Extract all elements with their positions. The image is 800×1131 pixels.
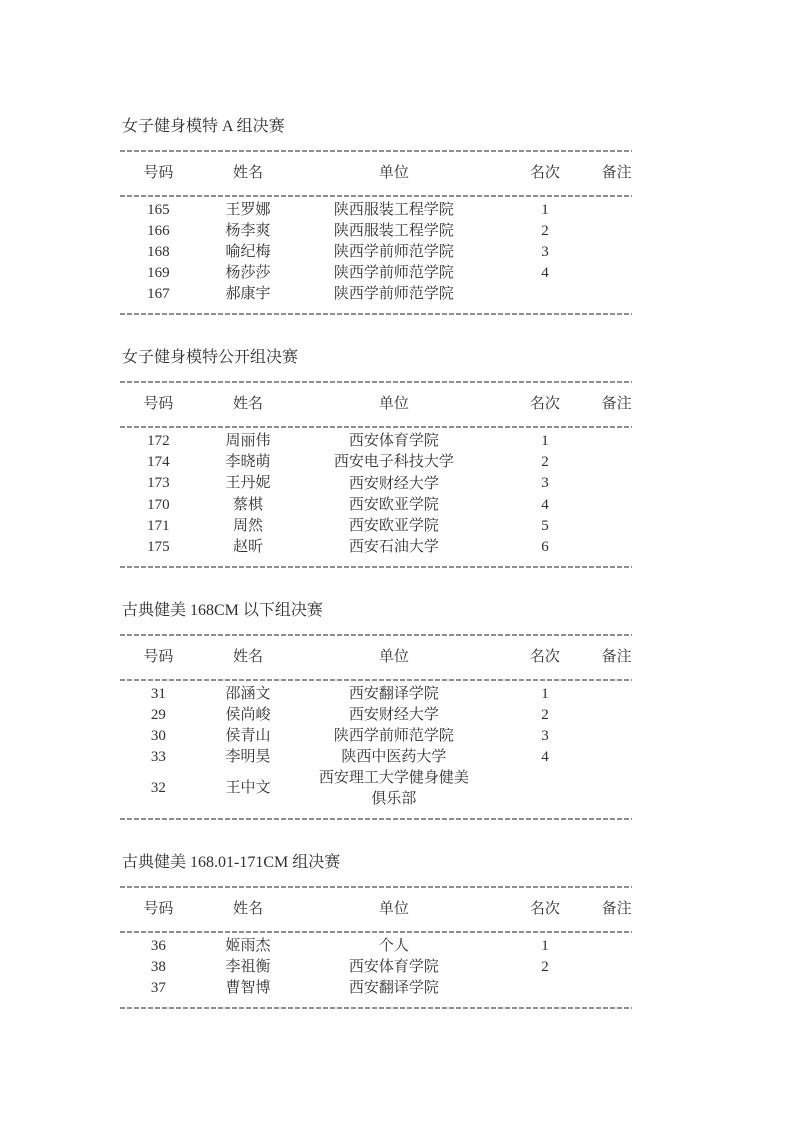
cell-text-no: 165 [147,202,170,219]
cell-no [120,452,197,473]
cell-unit [299,705,488,726]
cell-name [197,242,299,263]
cell-name [197,684,299,705]
cell-text-rank: 5 [541,517,549,534]
table-row [120,473,632,494]
cell-text-unit: 西安石油大学 [348,538,439,555]
cell-rank [489,684,602,705]
cell-text-no: 166 [147,223,170,240]
cell-rank [489,495,602,516]
section-title: 女子健身模特 A 组决赛 [122,118,285,135]
cell-text-unit: 西安体育学院 [348,959,439,976]
cell-text-name: 赵昕 [232,538,263,555]
cell-text-unit: 西安欧亚学院 [348,496,439,513]
cell-text-no: 33 [150,748,166,765]
cell-text-unit: 陕西学前师范学院 [333,265,454,282]
cell-text-unit: 西安翻译学院 [348,980,439,997]
cell-unit [299,263,488,284]
result-section [120,349,632,567]
cell-unit [299,495,488,516]
cell-name [197,747,299,768]
cell-no [120,705,197,726]
result-section [120,854,632,1009]
table-header-row [120,888,632,931]
cell-no [120,957,197,978]
column-header-note: 备注 [601,900,632,917]
table-row [120,221,632,242]
cell-unit [299,200,488,221]
cell-text-name: 李晓萌 [225,454,271,471]
cell-no [120,221,197,242]
cell-text-rank: 3 [541,244,549,261]
cell-name [197,495,299,516]
cell-no [120,495,197,516]
cell-text-name: 姬雨杰 [225,937,271,954]
cell-text-name: 郝康宇 [225,286,271,303]
cell-rank [489,473,602,494]
column-header-unit: 单位 [378,648,409,665]
column-header-rank: 名次 [529,396,560,413]
cell-text-unit: 西安财经大学 [348,706,439,723]
cell-no [120,200,197,221]
cell-text-name: 周然 [232,517,263,534]
cell-text-unit: 西安理工大学健身健美俱乐部 [318,769,469,807]
cell-text-no: 29 [150,706,166,723]
column-header-no: 号码 [143,900,174,917]
cell-text-unit: 陕西中医药大学 [341,748,447,765]
cell-unit [299,473,488,494]
cell-text-rank: 1 [541,202,549,219]
cell-no [120,778,197,799]
column-header-name: 姓名 [232,900,263,917]
column-header-name: 姓名 [232,165,263,181]
cell-unit [299,431,488,452]
cell-name [197,431,299,452]
cell-unit [299,936,488,957]
cell-no [120,684,197,705]
table-row [120,936,632,957]
cell-text-rank: 1 [541,433,549,450]
cell-text-unit: 陕西学前师范学院 [333,727,454,744]
cell-text-rank: 4 [541,748,549,765]
cell-text-name: 侯尚峻 [225,706,271,723]
column-header-note: 备注 [601,396,632,413]
cell-name [197,221,299,242]
result-section [120,118,632,315]
column-header-no: 号码 [143,396,174,413]
cell-text-no: 32 [150,780,166,797]
cell-text-unit: 西安电子科技大学 [333,454,454,471]
cell-text-unit: 西安欧亚学院 [348,517,439,534]
column-header-no: 号码 [143,648,174,665]
cell-no [120,263,197,284]
table-row [120,705,632,726]
table-row [120,957,632,978]
cell-unit [299,221,488,242]
cell-no [120,516,197,537]
cell-unit [299,726,488,747]
table-row [120,978,632,999]
table-body [120,681,632,818]
cell-unit [299,768,488,810]
table-row [120,431,632,452]
cell-name [197,263,299,284]
cell-text-no: 31 [150,685,166,702]
cell-text-rank: 4 [541,265,549,282]
cell-text-rank: 3 [541,475,549,492]
cell-text-name: 王中文 [225,780,271,797]
table-body [120,933,632,1007]
cell-no [120,726,197,747]
cell-text-name: 曹智博 [225,980,271,997]
cell-text-name: 李祖衡 [225,959,271,976]
cell-unit [299,957,488,978]
section-title: 古典健美 168CM 以下组决赛 [122,601,323,619]
cell-text-no: 38 [150,959,166,976]
cell-name [197,200,299,221]
cell-text-rank: 1 [541,685,549,702]
cell-rank [489,936,602,957]
cell-rank [489,516,602,537]
cell-no [120,936,197,957]
column-header-note: 备注 [601,648,632,665]
table-row [120,516,632,537]
cell-no [120,978,197,999]
cell-text-unit: 陕西学前师范学院 [333,244,454,261]
cell-text-no: 173 [147,475,170,492]
cell-name [197,537,299,558]
cell-name [197,978,299,999]
cell-text-unit: 西安翻译学院 [348,685,439,702]
cell-text-no: 171 [147,517,170,534]
cell-text-no: 36 [150,937,166,954]
cell-text-rank: 4 [541,496,549,513]
cell-rank [489,263,602,284]
cell-unit [299,684,488,705]
cell-rank [489,705,602,726]
cell-text-no: 37 [150,980,166,997]
cell-rank [489,747,602,768]
cell-no [120,431,197,452]
cell-text-name: 侯青山 [225,727,271,744]
table-body [120,197,632,313]
table-header-row [120,636,632,679]
cell-text-unit: 陕西服装工程学院 [333,202,454,219]
page-content [120,118,632,1009]
cell-rank [489,200,602,221]
column-header-unit: 单位 [378,396,409,413]
cell-text-name: 周丽伟 [225,433,271,450]
cell-name [197,726,299,747]
dashed-divider [120,313,632,315]
cell-no [120,747,197,768]
cell-unit [299,747,488,768]
table-row [120,768,632,810]
result-section [120,602,632,820]
cell-text-name: 王丹妮 [225,475,271,492]
cell-text-rank: 2 [541,959,549,976]
cell-rank [489,957,602,978]
cell-rank [489,726,602,747]
cell-text-rank: 3 [541,727,549,744]
cell-text-name: 喻纪梅 [225,244,271,261]
table-row [120,495,632,516]
cell-text-no: 167 [147,286,170,303]
cell-name [197,705,299,726]
cell-unit [299,452,488,473]
cell-text-no: 174 [147,454,170,471]
cell-rank [489,452,602,473]
cell-text-unit: 个人 [378,938,409,954]
cell-name [197,957,299,978]
cell-text-name: 杨李爽 [225,223,271,240]
cell-no [120,242,197,263]
section-title: 女子健身模特公开组决赛 [122,349,299,367]
cell-text-no: 170 [147,496,170,513]
column-header-name: 姓名 [232,396,263,413]
cell-name [197,516,299,537]
cell-unit [299,242,488,263]
cell-text-name: 杨莎莎 [225,265,271,282]
cell-text-no: 172 [147,433,170,450]
cell-name [197,452,299,473]
table-row [120,684,632,705]
column-header-unit: 单位 [378,900,409,917]
cell-name [197,936,299,957]
table-row [120,200,632,221]
cell-text-rank: 2 [541,706,549,723]
cell-rank [489,242,602,263]
cell-unit [299,537,488,558]
table-row [120,263,632,284]
cell-name [197,473,299,494]
cell-no [120,473,197,494]
cell-text-no: 169 [147,265,170,282]
dashed-divider [120,566,632,568]
section-title: 古典健美 168.01-171CM 组决赛 [122,853,341,871]
table-header-row [120,152,632,195]
cell-name [197,284,299,305]
cell-no [120,284,197,305]
cell-unit [299,978,488,999]
column-header-rank: 名次 [529,648,560,665]
cell-text-name: 蔡棋 [232,496,263,513]
cell-name [197,778,299,799]
dashed-divider [120,818,632,820]
column-header-rank: 名次 [529,900,560,917]
column-header-unit: 单位 [378,165,409,181]
table-row [120,726,632,747]
cell-text-unit: 西安体育学院 [348,433,439,450]
column-header-rank: 名次 [529,165,560,181]
table-row [120,284,632,305]
cell-unit [299,284,488,305]
cell-text-no: 168 [147,244,170,261]
cell-rank [489,537,602,558]
table-row [120,537,632,558]
column-header-no: 号码 [143,165,174,181]
cell-text-rank: 2 [541,223,549,240]
cell-no [120,537,197,558]
cell-text-name: 王罗娜 [225,202,271,219]
cell-text-unit: 西安财经大学 [348,475,439,492]
column-header-name: 姓名 [232,648,263,665]
cell-text-rank: 6 [541,538,549,555]
cell-text-rank: 2 [541,454,549,471]
cell-rank [489,431,602,452]
dashed-divider [120,1007,632,1009]
cell-text-no: 175 [147,538,170,555]
table-row [120,452,632,473]
column-header-note: 备注 [601,165,632,181]
cell-text-no: 30 [150,727,166,744]
table-row [120,747,632,768]
cell-text-name: 李明昊 [225,748,271,765]
table-row [120,242,632,263]
cell-unit [299,516,488,537]
cell-text-rank: 1 [541,937,549,954]
cell-text-unit: 陕西服装工程学院 [333,223,454,240]
table-header-row [120,383,632,426]
cell-text-unit: 陕西学前师范学院 [333,286,454,303]
cell-text-name: 邵涵文 [225,685,271,702]
table-body [120,428,632,565]
cell-rank [489,221,602,242]
